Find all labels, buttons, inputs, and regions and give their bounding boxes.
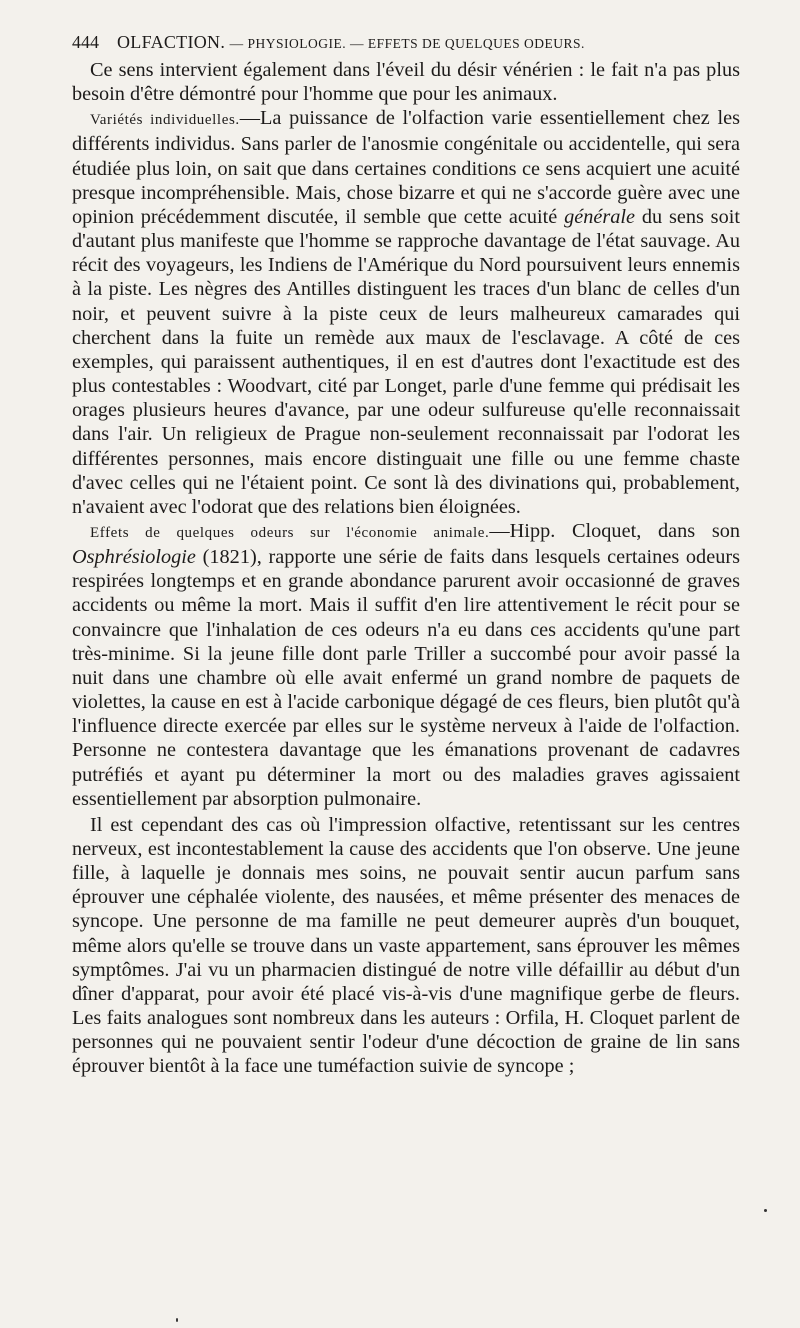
body-text [72, 58, 740, 1079]
section-heading-effets: Effets de quelques odeurs sur l'économie animale. [90, 524, 490, 541]
paper-speck [176, 1318, 178, 1322]
paragraph-3-text-a: —Hipp. Cloquet, dans son [489, 519, 740, 542]
paragraph-2 [72, 106, 740, 519]
page-number: 444 [72, 32, 99, 52]
paragraph-2-text-b: du sens soit d'autant plus manifeste que l'homme se rapproche davantage de l'état sauvage. Au récit des voyageurs, les Indiens de l'Amérique du Nord poursuivent leurs ennemis à la piste. Les nègres des Antilles distinguent les traces d'un blanc de celles d'un noir, et peuvent suivre à la piste ceux de leurs malheureux camarades qui cherchent dans la fuite un remède aux maux de l'esclavage. A côté de ces exemples, qui paraissent authentiques, il en est d'autres dont l'exactitude est des plus contestables : Woodvart, cité par Longet, parle d'une femme qui prédisait les orages plusieurs heures d'avance, par une odeur sulfureuse qu'elle reconnaissait dans l'air. Un religieux de Prague non-seulement reconnaissait par l'odorat les différentes personnes, mais encore distinguait une fille ou une femme chaste d'avec celles qui ne l'étaient point. Ce sont là des divinations qui, probablement, n'avaient avec l'odorat que des relations bien éloignées. [72, 205, 740, 518]
running-title: OLFACTION. [117, 32, 226, 52]
section-heading-variations: Variétés individuelles. [90, 112, 240, 129]
paragraph-4: Il est cependant des cas où l'impression olfactive, retentissant sur les centres nerveux, est incontestablement la cause des accidents que l'on observe. Une jeune fille, à laquelle je donnais mes soins, ne pouvait sentir aucun parfum sans éprouver une céphalée violente, des nausées, et même présenter des menaces de syncope. Une personne de ma famille ne peut demeurer auprès d'un bouquet, même alors qu'elle se trouve dans un vaste appartement, sans éprouver les mêmes symptômes. J'ai vu un pharmacien distingué de notre ville défaillir au début d'un dîner d'apparat, pour avoir été placé vis-à-vis d'une magnifique gerbe de fleurs. Les faits analogues sont nombreux dans les auteurs : Orfila, H. Cloquet parlent de personnes qui ne pouvaient sentir l'odeur d'une décoction de graine de lin sans éprouver bientôt à la face une tuméfaction suivie de syncope ; [72, 813, 740, 1078]
paragraph-2-text-a: —La puissance de l'olfaction varie essentiellement chez les différents individus. Sans parler de l'anosmie congénitale ou accidentelle, qui sera étudiée plus loin, on sait que dans certaines conditions ce sens acquiert une acuité presque incompréhensible. Mais, chose bizarre et qui ne s'accorde guère avec une opinion précédemment discutée, il semble que cette acuité [72, 107, 740, 228]
paragraph-3 [72, 519, 740, 811]
emphasis-generale: générale [564, 205, 636, 228]
paper-speck [764, 1209, 767, 1212]
paragraph-1: Ce sens intervient également dans l'éveil du désir vénérien : le fait n'a pas plus besoin d'être démontré pour l'homme que pour les animaux. [72, 59, 740, 106]
running-header [72, 27, 740, 57]
emphasis-osphresiologie: Osphrésiologie [72, 546, 196, 569]
paragraph-3-text-b: (1821), rapporte une série de faits dans lesquels certaines odeurs respirées longtemps et en grande abondance parurent avoir occasionné de graves accidents ou même la mort. Mais il suffit d'en lire attentivement le récit pour se convaincre que l'inhalation de ces odeurs n'a eu dans ces accidents qu'une part très-minime. Si la jeune fille dont parle Triller a succombé pour avoir passé la nuit dans une chambre où elle avait enfermé un grand nombre de paquets de violettes, la cause en est à l'acide carbonique dégagé de ces fleurs, bien plutôt qu'à l'influence directe exercée par elles sur le système nerveux à l'aide de l'olfaction. Personne ne contestera davantage que les émanations provenant de cadavres putréfiés et ayant pu déterminer la mort ou des maladies graves agissaient essentiellement par absorption pulmonaire. [72, 546, 740, 810]
running-subtitle: — PHYSIOLOGIE. — EFFETS DE QUELQUES ODEURS. [229, 36, 585, 51]
